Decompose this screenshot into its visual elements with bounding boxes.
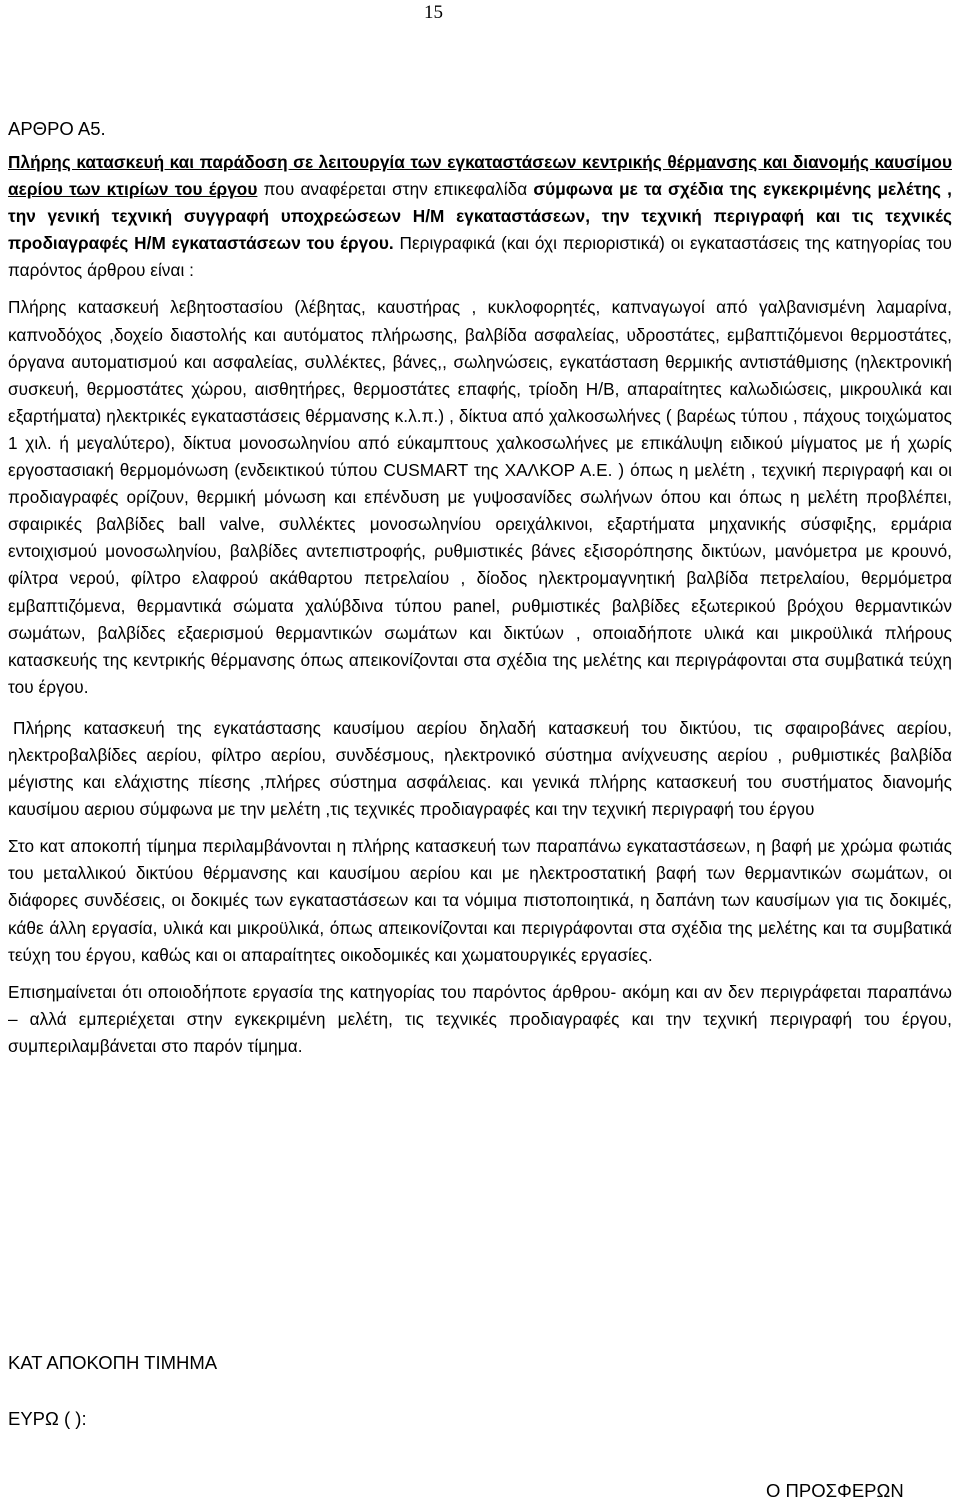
intro-bold-text: σύμφωνα με τα σχέδια της εγκεκριμένης μελέτης , την γενική τεχνική συγγραφή υποχρεώσεων Η/Μ εγκαταστάσεων, την τεχνική περιγραφή και τις τεχνικές προδιαγραφές Η/Μ εγκαταστάσεων του έργου. (8, 179, 952, 254)
euro-amount-label: ΕΥΡΩ ( ): (8, 1408, 87, 1429)
gas-paragraph: Πλήρης κατασκευή της εγκατάστασης καυσίμου αερίου δηλαδή κατασκευή του δικτύου, τις σφαιροβάνες αερίου, ηλεκτροβαλβίδες αερίου, φίλτρο αερίου, συνδέσμους, ηλεκτρονικό σύστημα ανίχνευσης αερίου , ρυθμιστικές βαλβίδα μέγιστης και ελάχιστης πίεσης ,πλήρες σύστημα ασφάλειας. και γενικά πλήρης κατασκευή του συστήματος διανομής καυσίμου αεριου σύμφωνα με την μελέτη ,τις τεχνικές προδιαγραφές και την τεχνική περιγραφή του έργου (8, 717, 952, 820)
intro-normal-text-1: που αναφέρεται στην επικεφαλίδα (257, 179, 534, 200)
intro-underlined-text: Πλήρης κατασκευή και παράδοση σε λειτουργία των εγκαταστάσεων κεντρικής θέρμανσης και διανομής καυσίμου αερίου των κτιρίων του έργου (8, 152, 952, 200)
page-number: 15 (424, 2, 443, 23)
price-inclusion-paragraph: Στο κατ αποκοπή τίμημα περιλαμβάνονται η πλήρης κατασκευή των παραπάνω εγκαταστάσεων, η βαφή με χρώμα φωτιάς του μεταλλικού δικτύου θέρμανσης και καυσίμου αερίου και με ηλεκτροστατική βαφή των θερμαντικών σωμάτων, οι διάφορες συνδέσεις, οι δοκιμές των εγκαταστάσεων και τα νόμιμα πιστοποιητικά, η δαπάνη των καυσίμων για τις δοκιμές, κάθε άλλη εργασία, υλικά και μικροϋλικά, όπως απεικονίζονται και περιγράφονται στα σχέδια της μελέτης και τα συμβατικά τεύχη του έργου, καθώς και οι απαραίτητες οικοδομικές και χωματουργικές εργασίες. (8, 836, 952, 965)
intro-normal-text-2: Περιγραφικά (και όχι περιοριστικά) οι εγκαταστάσεις της κατηγορίας του παρόντος άρθρου είναι : (8, 233, 952, 281)
bidder-signature-label: Ο ΠΡΟΣΦΕΡΩΝ (766, 1480, 904, 1501)
note-paragraph: Επισημαίνεται ότι οποιοδήποτε εργασία της κατηγορίας του παρόντος άρθρου- ακόμη και αν δεν περιγράφεται παραπάνω – αλλά εμπεριέχεται στην εγκεκριμένη μελέτη, τις τεχνικές προδιαγραφές και την τεχνική περιγραφή του έργου, συμπεριλαμβάνεται στο παρόν τίμημα. (8, 981, 952, 1056)
article-body (8, 117, 952, 1060)
lump-sum-price-label: ΚΑΤ ΑΠΟΚΟΠΗ ΤΙΜΗΜΑ (8, 1352, 218, 1373)
article-title: ΑΡΘΡΟ Α5. (8, 118, 106, 139)
intro-paragraph (8, 149, 952, 284)
heating-paragraph: Πλήρης κατασκευή λεβητοστασίου (λέβητας, καυστήρας , κυκλοφορητές, καπναγωγοί από γαλβανισμένη λαμαρίνα, καπνοδόχος ,δοχείο διαστολής και αυτόματος πλήρωσης, βαλβίδα ασφαλείας, υδροστάτες, εμβαπτιζόμενοι θερμοστάτες, όργανα αυτοματισμού και ασφαλείας, συλλέκτες, βάνες,, σωληνώσεις, εγκατάσταση θερμικής αντιστάθμισης (ηλεκτρονική συσκευή, θερμοστάτες χώρου, αισθητήρες, θερμοστάτες επαφής, τρίοδη Η/Β, απαραίτητες καλωδιώσεις, μικρουλικά και εξαρτήματα) ηλεκτρικές εγκαταστάσεις θέρμανσης κ.λ.π.) , δίκτυα από χαλκοσωλήνες ( βαρέως τύπου , πάχους τοιχώματος 1 χιλ. ή μεγαλύτερο), δίκτυα μονοσωληνίου από εύκαμπτους χαλκοσωλήνες με επικάλυψη ειδικού μίγματος με ή χωρίς εργοστασιακή θερμομόνωση (ενδεικτικού τύπου CUSMART της ΧΑΛΚΟΡ Α.Ε. ) όπως η μελέτη , τεχνική περιγραφή και οι προδιαγραφές ορίζουν, θερμική μόνωση και επένδυση με γυψοσανίδες σωλήνων όπου και όπως η μελέτη προβλέπει, σφαιρικές βαλβίδες ball valve, συλλέκτες μονοσωληνίου ορειχάλκινοι, εξαρτήματα μηχανικής σύσφιξης, ερμάρια εντοιχισμού μονοσωληνίου, βαλβίδες αντεπιστροφής, ρυθμιστικές βάνες εξισορόπησης δικτύων, μανόμετρα με κρουνό, φίλτρα νερού, φίλτρο ελαφρού ακάθαρτου πετρελαίου , δίοδος ηλεκτρομαγνητική βαλβίδα πετρελαίου, θερμόμετρα εμβαπτιζόμενα, θερμαντικά σώματα χαλύβδινα τύπου panel, ρυθμιστικές βαλβίδες εξωτερικού βρόχου θερμαντικών σωμάτων, βαλβίδες εξαερισμού θερμαντικών σωμάτων και δικτύων , οποιαδήποτε υλικά και μικροϋλικά πλήρους κατασκευής της κεντρικής θέρμανσης όπως απεικονίζονται στα σχέδια της μελέτης και περιγράφονται στα συμβατικά τεύχη του έργου. (8, 297, 952, 697)
